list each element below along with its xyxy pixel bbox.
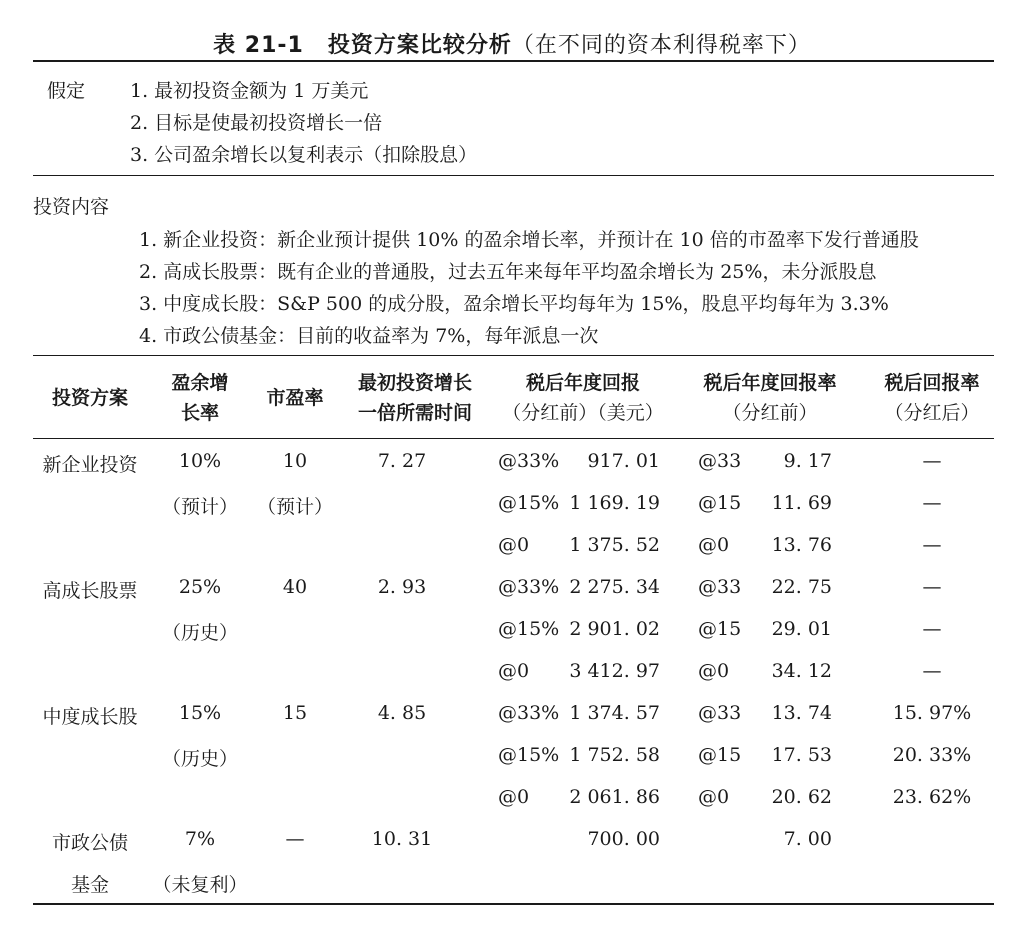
cell-t2: @15 [698, 492, 742, 514]
cell-t2: @33 [698, 702, 742, 724]
cell-t1: @33% [498, 702, 560, 724]
cell-t2: @0 [698, 786, 730, 808]
cell-p: 13. 74 [771, 702, 832, 724]
cell-t1: @15% [498, 492, 560, 514]
header-top-rule [33, 355, 994, 356]
cell-pe: 40 [282, 576, 308, 598]
cell-p: 22. 75 [771, 576, 832, 598]
cell-t2: @15 [698, 618, 742, 640]
bottom-rule [33, 903, 994, 905]
cell-t2: @15 [698, 744, 742, 766]
cell-t1: @0 [498, 534, 530, 556]
cell-v1: 2 275. 34 [569, 576, 660, 598]
cell-pe: （预计） [256, 496, 333, 518]
cell-growth: （历史） [161, 622, 238, 644]
assumption-item: 2. 目标是使最初投资增长一倍 [130, 112, 383, 134]
cell-v1: 1 375. 52 [569, 534, 660, 556]
cell-t2: @0 [698, 534, 730, 556]
cell-growth: （历史） [161, 748, 238, 770]
cell-pe: 10 [282, 450, 308, 472]
table-number: 表 21-1 [213, 33, 304, 58]
cell-t1: @33% [498, 576, 560, 598]
cell-t1: @33% [498, 450, 560, 472]
assumption-item: 3. 公司盈余增长以复利表示（扣除股息） [130, 144, 478, 166]
cell-name: 基金 [70, 874, 109, 896]
cell-t2: @33 [698, 576, 742, 598]
assumptions-label: 假定 [47, 80, 86, 102]
cell-v1: 3 412. 97 [569, 660, 660, 682]
top-rule [33, 60, 994, 62]
content-item: 4. 市政公债基金：目前的收益率为 7%，每年派息一次 [139, 325, 599, 347]
header-plan: 投资方案 [51, 387, 128, 409]
header-growth: 盈余增 长率 [171, 372, 229, 424]
cell-after: — [922, 576, 942, 598]
cell-v1: 700. 00 [587, 828, 660, 850]
cell-after: — [922, 660, 942, 682]
header-return-after: 税后回报率 （分红后） [884, 372, 980, 424]
cell-after: — [922, 492, 942, 514]
header-doubling-time: 最初投资增长 一倍所需时间 [357, 372, 472, 424]
cell-growth: 25% [178, 576, 222, 598]
header-bottom-rule [33, 438, 994, 439]
cell-name: 高成长股票 [42, 580, 138, 602]
cell-growth: 15% [178, 702, 222, 724]
cell-t1: @15% [498, 744, 560, 766]
assumption-item: 1. 最初投资金额为 1 万美元 [130, 80, 369, 102]
cell-p: 20. 62 [771, 786, 832, 808]
cell-p: 34. 12 [771, 660, 832, 682]
cell-name: 中度成长股 [42, 706, 138, 728]
content-item: 1. 新企业投资：新企业预计提供 10% 的盈余增长率，并预计在 10 倍的市盈率下发行普通股 [139, 229, 919, 251]
cell-p: 9. 17 [783, 450, 832, 472]
header-return-rate: 税后年度回报率 （分红前） [703, 372, 837, 424]
divider-rule [33, 175, 994, 176]
cell-after: 23. 62% [892, 786, 972, 808]
cell-after: — [922, 450, 942, 472]
cell-t2: @0 [698, 660, 730, 682]
cell-t2: @33 [698, 450, 742, 472]
cell-v1: 1 169. 19 [569, 492, 660, 514]
cell-name: 市政公债 [51, 832, 128, 854]
cell-v1: 2 061. 86 [569, 786, 660, 808]
cell-name: 新企业投资 [42, 454, 138, 476]
table-title [0, 28, 1024, 59]
cell-after: — [922, 618, 942, 640]
cell-growth: 10% [178, 450, 222, 472]
cell-time: 7. 27 [377, 450, 427, 472]
content-item: 2. 高成长股票：既有企业的普通股，过去五年来每年平均盈余增长为 25%，未分派股息 [139, 261, 877, 283]
cell-v1: 2 901. 02 [569, 618, 660, 640]
cell-p: 29. 01 [771, 618, 832, 640]
cell-p: 7. 00 [783, 828, 832, 850]
cell-time: 10. 31 [371, 828, 433, 850]
header-return-usd: 税后年度回报 （分红前）（美元） [502, 372, 664, 424]
cell-time: 4. 85 [377, 702, 427, 724]
content-item: 3. 中度成长股：S&P 500 的成分股，盈余增长平均每年为 15%，股息平均每年为 3.3% [139, 293, 889, 315]
cell-growth: （预计） [161, 496, 238, 518]
cell-pe: 15 [282, 702, 308, 724]
table-title-paren: （在不同的资本利得税率下） [511, 33, 811, 58]
cell-after: 15. 97% [892, 702, 972, 724]
header-pe: 市盈率 [266, 387, 324, 409]
cell-v1: 1 752. 58 [569, 744, 660, 766]
cell-p: 13. 76 [771, 534, 832, 556]
cell-p: 11. 69 [771, 492, 832, 514]
cell-growth: 7% [184, 828, 216, 850]
cell-after: — [922, 534, 942, 556]
table-title-text: 投资方案比较分析 [327, 33, 512, 58]
cell-time: 2. 93 [377, 576, 427, 598]
cell-p: 17. 53 [771, 744, 832, 766]
cell-after: 20. 33% [892, 744, 972, 766]
cell-pe: — [285, 828, 305, 850]
cell-t1: @0 [498, 786, 530, 808]
cell-v1: 917. 01 [587, 450, 660, 472]
cell-t1: @15% [498, 618, 560, 640]
cell-growth: （未复利） [152, 874, 248, 896]
cell-v1: 1 374. 57 [569, 702, 660, 724]
contents-label: 投资内容 [33, 196, 110, 218]
cell-t1: @0 [498, 660, 530, 682]
